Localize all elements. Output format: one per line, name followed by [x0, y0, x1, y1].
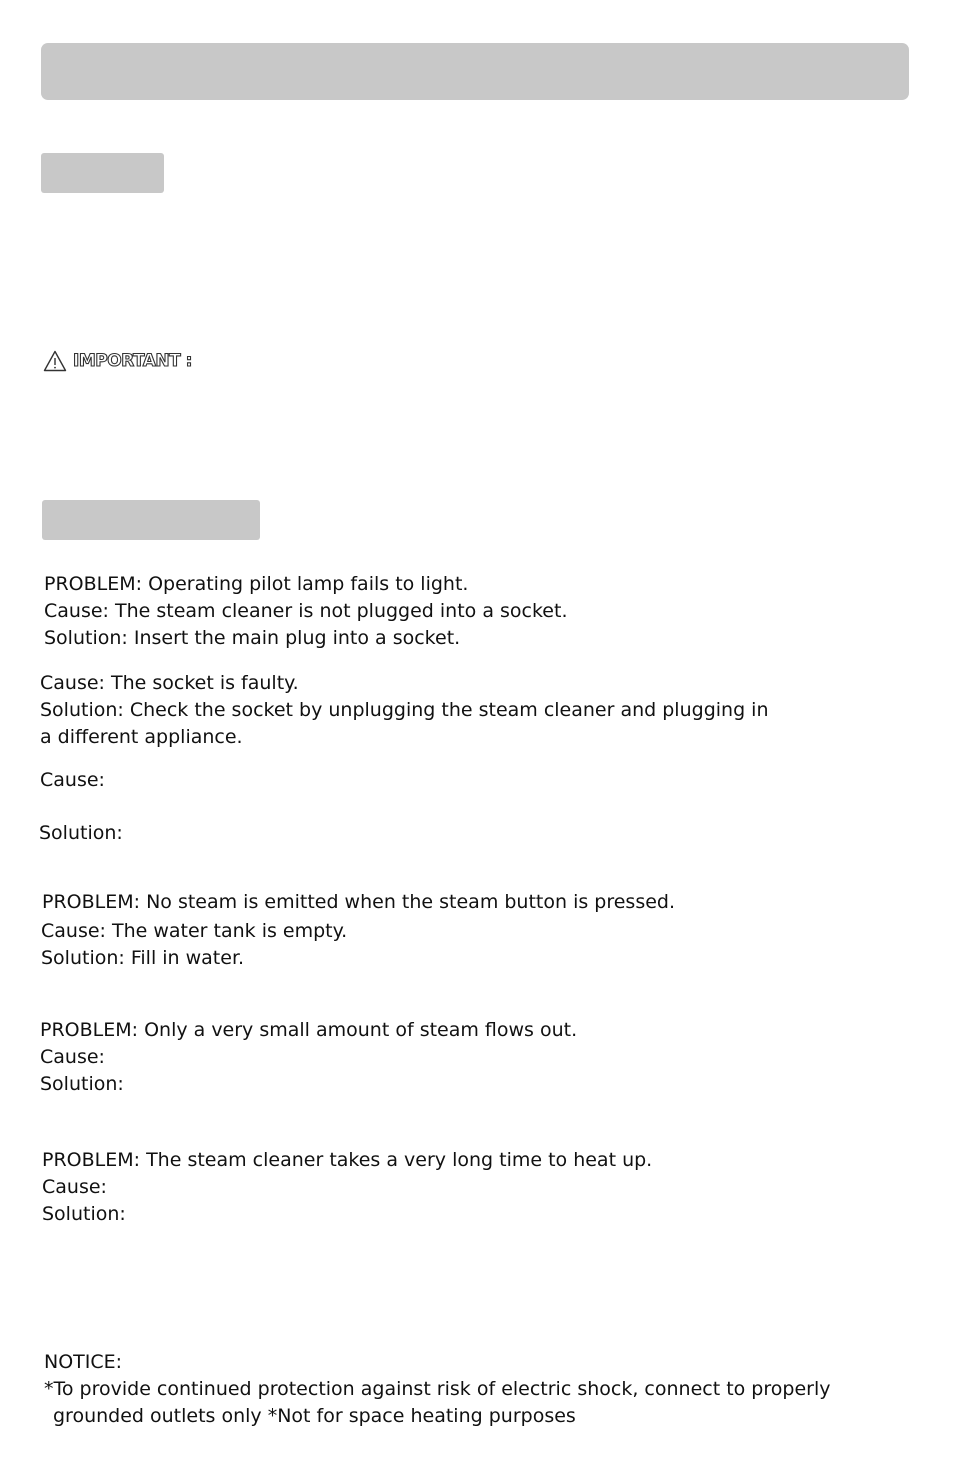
notice-line-2: grounded outlets only *Not for space heating purposes: [53, 1405, 576, 1427]
solution-2-continued: a different appliance.: [40, 726, 243, 748]
notice-line-1: *To provide continued protection against risk of electric shock, connect to properly: [44, 1378, 831, 1400]
solution-6: Solution:: [42, 1203, 126, 1225]
problem-1: PROBLEM: Operating pilot lamp fails to light.: [44, 573, 469, 595]
cause-4: Cause: The water tank is empty.: [41, 920, 348, 942]
problem-2: PROBLEM: No steam is emitted when the steam button is pressed.: [42, 891, 676, 913]
cause-3: Cause:: [40, 769, 105, 791]
warning-triangle-icon: [43, 350, 67, 372]
cause-6: Cause:: [42, 1176, 107, 1198]
solution-5: Solution:: [40, 1073, 124, 1095]
cause-1: Cause: The steam cleaner is not plugged into a socket.: [44, 600, 568, 622]
solution-1: Solution: Insert the main plug into a socket.: [44, 627, 461, 649]
important-label: IMPORTANT :: [73, 351, 192, 371]
solution-2: Solution: Check the socket by unplugging the steam cleaner and plugging in: [40, 699, 769, 721]
important-note: [43, 349, 192, 373]
section-label-bar: [41, 153, 164, 193]
troubleshooting-label-bar: [42, 500, 260, 540]
cause-5: Cause:: [40, 1046, 105, 1068]
notice-heading: NOTICE:: [44, 1351, 123, 1373]
header-bar: [41, 43, 909, 100]
problem-3: PROBLEM: Only a very small amount of steam flows out.: [40, 1019, 578, 1041]
solution-4: Solution: Fill in water.: [41, 947, 245, 969]
cause-2: Cause: The socket is faulty.: [40, 672, 299, 694]
problem-4: PROBLEM: The steam cleaner takes a very long time to heat up.: [42, 1149, 653, 1171]
solution-3: Solution:: [39, 822, 123, 844]
